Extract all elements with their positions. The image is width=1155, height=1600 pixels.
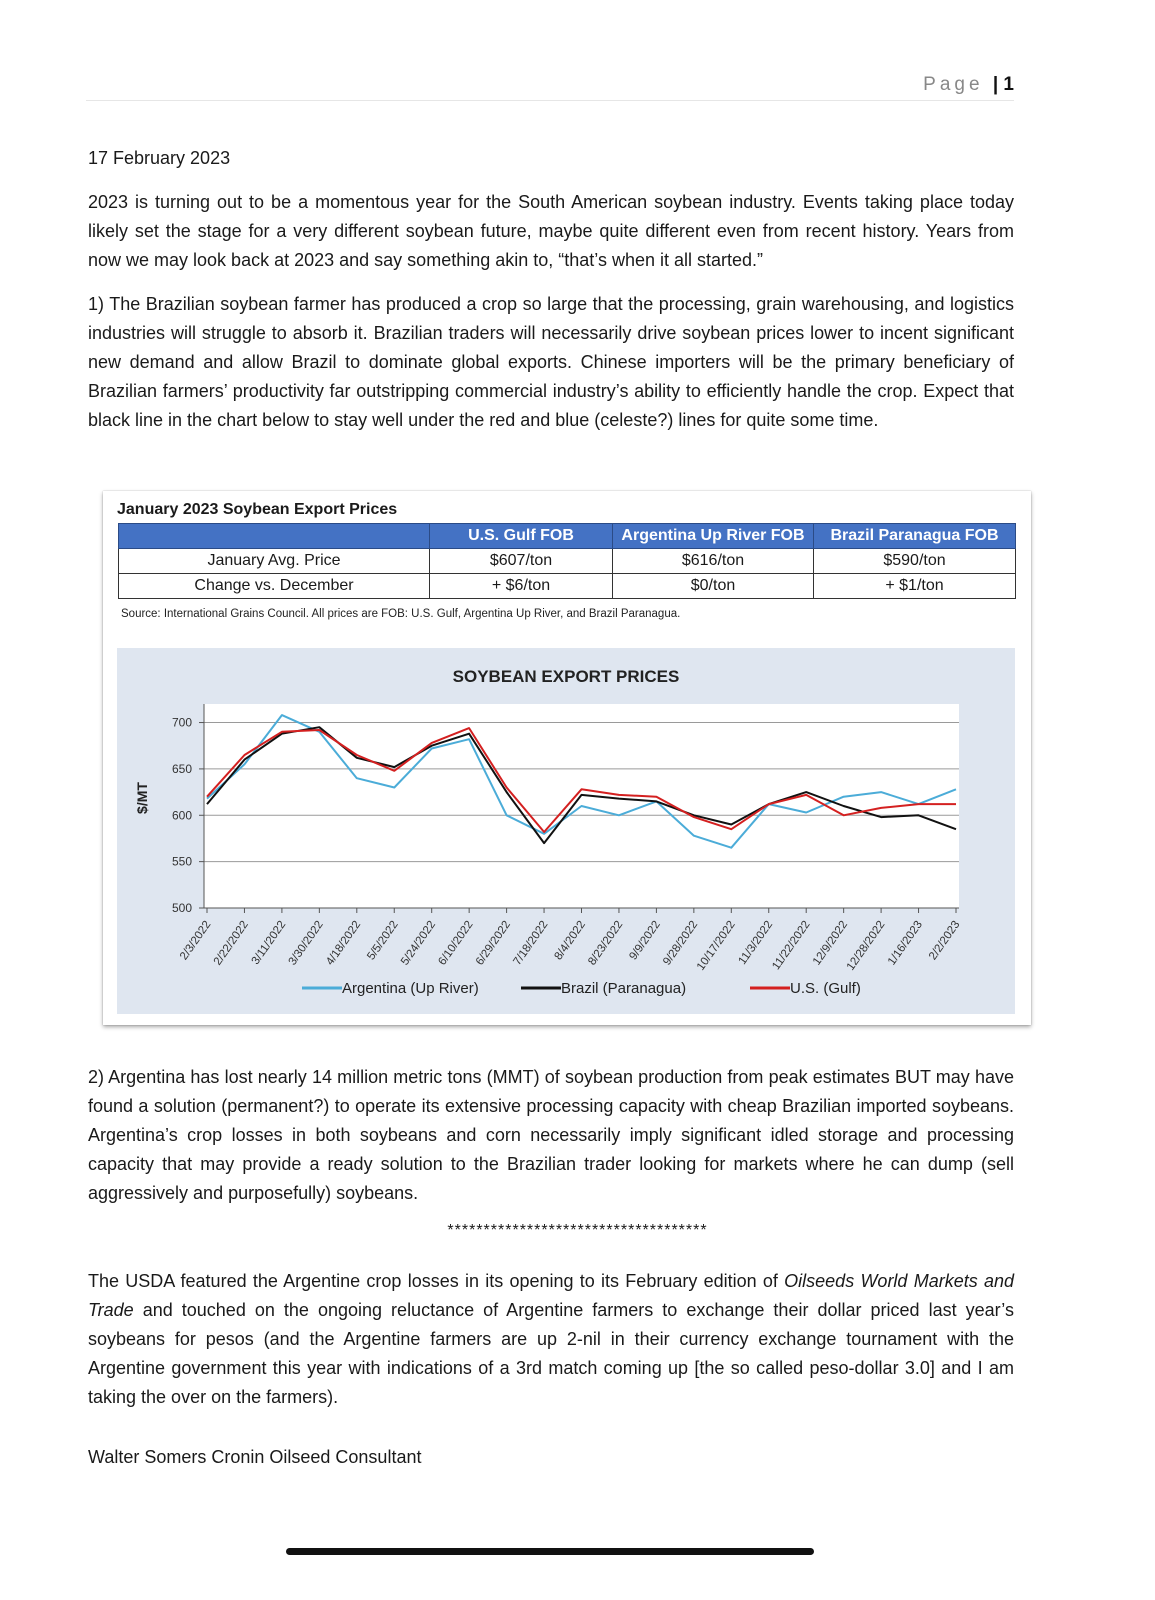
section-separator: ************************************ — [447, 1222, 708, 1239]
x-tick-label: 11/22/2022 — [770, 918, 813, 973]
figure-title: January 2023 Soybean Export Prices — [117, 501, 398, 518]
legend-label: U.S. (Gulf) — [790, 980, 861, 997]
page-header — [86, 70, 1014, 101]
x-tick-label: 1/16/2023 — [885, 918, 926, 968]
table-cell: $607/ton — [430, 549, 613, 574]
document-date: 17 February 2023 — [88, 148, 231, 168]
y-tick-label: 650 — [171, 761, 192, 776]
x-tick-label: 9/9/2022 — [627, 918, 663, 963]
x-tick-label: 4/18/2022 — [324, 918, 364, 968]
column-header: Argentina Up River FOB — [613, 524, 814, 549]
price-table — [118, 523, 1016, 599]
x-tick-label: 6/10/2022 — [436, 918, 476, 968]
table-cell: $0/ton — [613, 574, 814, 599]
x-tick-label: 5/24/2022 — [398, 918, 439, 968]
chart-panel — [117, 648, 1015, 1014]
y-tick-label: 600 — [171, 808, 192, 823]
intro-paragraph: 2023 is turning out to be a momentous year for the South American soybean industry. Events taking place today likely set the stage for a very different soybean future, maybe quite different even from recent history. Years from now we may look back at 2023 and say something akin to, “that’s when it all started.” — [88, 192, 1014, 270]
point-1-paragraph: 1) The Brazilian soybean farmer has produced a crop so large that the processing, grain warehousing, and logistics industries will struggle to absorb it. Brazilian traders will necessarily drive soybean prices lower to incent significant new demand and allow Brazil to dominate global exports. Chinese importers will be the primary beneficiary of Brazilian farmers’ productivity far outstripping commercial industry’s ability to efficiently handle the crop. Expect that black line in the chart below to stay well under the red and blue (celeste?) lines for quite some time. — [88, 294, 1014, 430]
point-2-paragraph: 2) Argentina has lost nearly 14 million metric tons (MMT) of soybean production from peak estimates BUT may have found a solution (permanent?) to operate its extensive processing capacity with cheap Brazilian imported soybeans. Argentina’s crop losses in both soybeans and corn necessarily imply significant idled storage and processing capacity that may provide a ready solution to the Brazilian trader looking for markets where he can dump (sell aggressively and purposefully) soybeans. — [88, 1067, 1014, 1203]
table-source-note: Source: International Grains Council. All prices are FOB: U.S. Gulf, Argentina Up River, and Brazil Paranagua. — [121, 608, 681, 620]
x-tick-label: 12/28/2022 — [844, 918, 888, 973]
x-tick-label: 6/29/2022 — [473, 918, 514, 968]
legend-label: Brazil (Paranagua) — [561, 980, 687, 997]
x-tick-label: 2/3/2022 — [177, 918, 214, 963]
y-tick-label: 550 — [171, 854, 192, 869]
x-tick-label: 8/4/2022 — [552, 918, 588, 963]
row-label: January Avg. Price — [119, 549, 430, 574]
row-label: Change vs. December — [119, 574, 430, 599]
x-tick-label: 11/3/2022 — [736, 918, 776, 967]
soybean-price-chart — [117, 648, 1015, 1014]
table-cell: + $6/ton — [430, 574, 613, 599]
usda-paragraph: The USDA featured the Argentine crop losses in its opening to its February edition of Oilseeds World Markets and Trade and touched on the ongoing reluctance of Argentine farmers to exchange their dollar priced last year’s soybeans for pesos (and the Argentine farmers are up 2-nil in their currency exchange tournament with the Argentine government this year with indications of a 3rd match coming up [the so called peso-dollar 3.0] and I am taking the over on the farmers). — [88, 1271, 1014, 1407]
y-axis-label: $/MT — [134, 782, 150, 814]
x-tick-label: 3/30/2022 — [286, 918, 326, 968]
x-tick-label: 10/17/2022 — [694, 918, 738, 973]
table-cell: + $1/ton — [814, 574, 1016, 599]
table-cell: $590/ton — [814, 549, 1016, 574]
publication-title: Oilseeds World Markets and Trade — [88, 1271, 1014, 1320]
column-header: U.S. Gulf FOB — [430, 524, 613, 549]
table-cell: $616/ton — [613, 549, 814, 574]
x-tick-label: 3/11/2022 — [249, 918, 289, 967]
author-signature: Walter Somers Cronin Oilseed Consultant — [88, 1447, 422, 1467]
x-tick-label: 12/9/2022 — [810, 918, 851, 968]
x-tick-label: 9/28/2022 — [661, 918, 701, 968]
x-tick-label: 2/22/2022 — [211, 918, 251, 968]
price-figure — [103, 491, 1031, 1025]
column-header: Brazil Paranagua FOB — [814, 524, 1016, 549]
table-corner — [119, 524, 430, 549]
x-tick-label: 8/23/2022 — [586, 918, 626, 968]
y-tick-label: 500 — [171, 901, 192, 915]
page-number-label: Page | 1 — [923, 74, 1014, 95]
home-indicator[interactable] — [286, 1548, 814, 1555]
x-tick-label: 5/5/2022 — [365, 918, 401, 963]
x-tick-label: 2/2/2023 — [926, 918, 963, 963]
chart-title: SOYBEAN EXPORT PRICES — [452, 667, 680, 686]
legend-label: Argentina (Up River) — [342, 980, 479, 997]
x-tick-label: 7/18/2022 — [511, 918, 551, 968]
y-tick-label: 700 — [171, 715, 192, 730]
